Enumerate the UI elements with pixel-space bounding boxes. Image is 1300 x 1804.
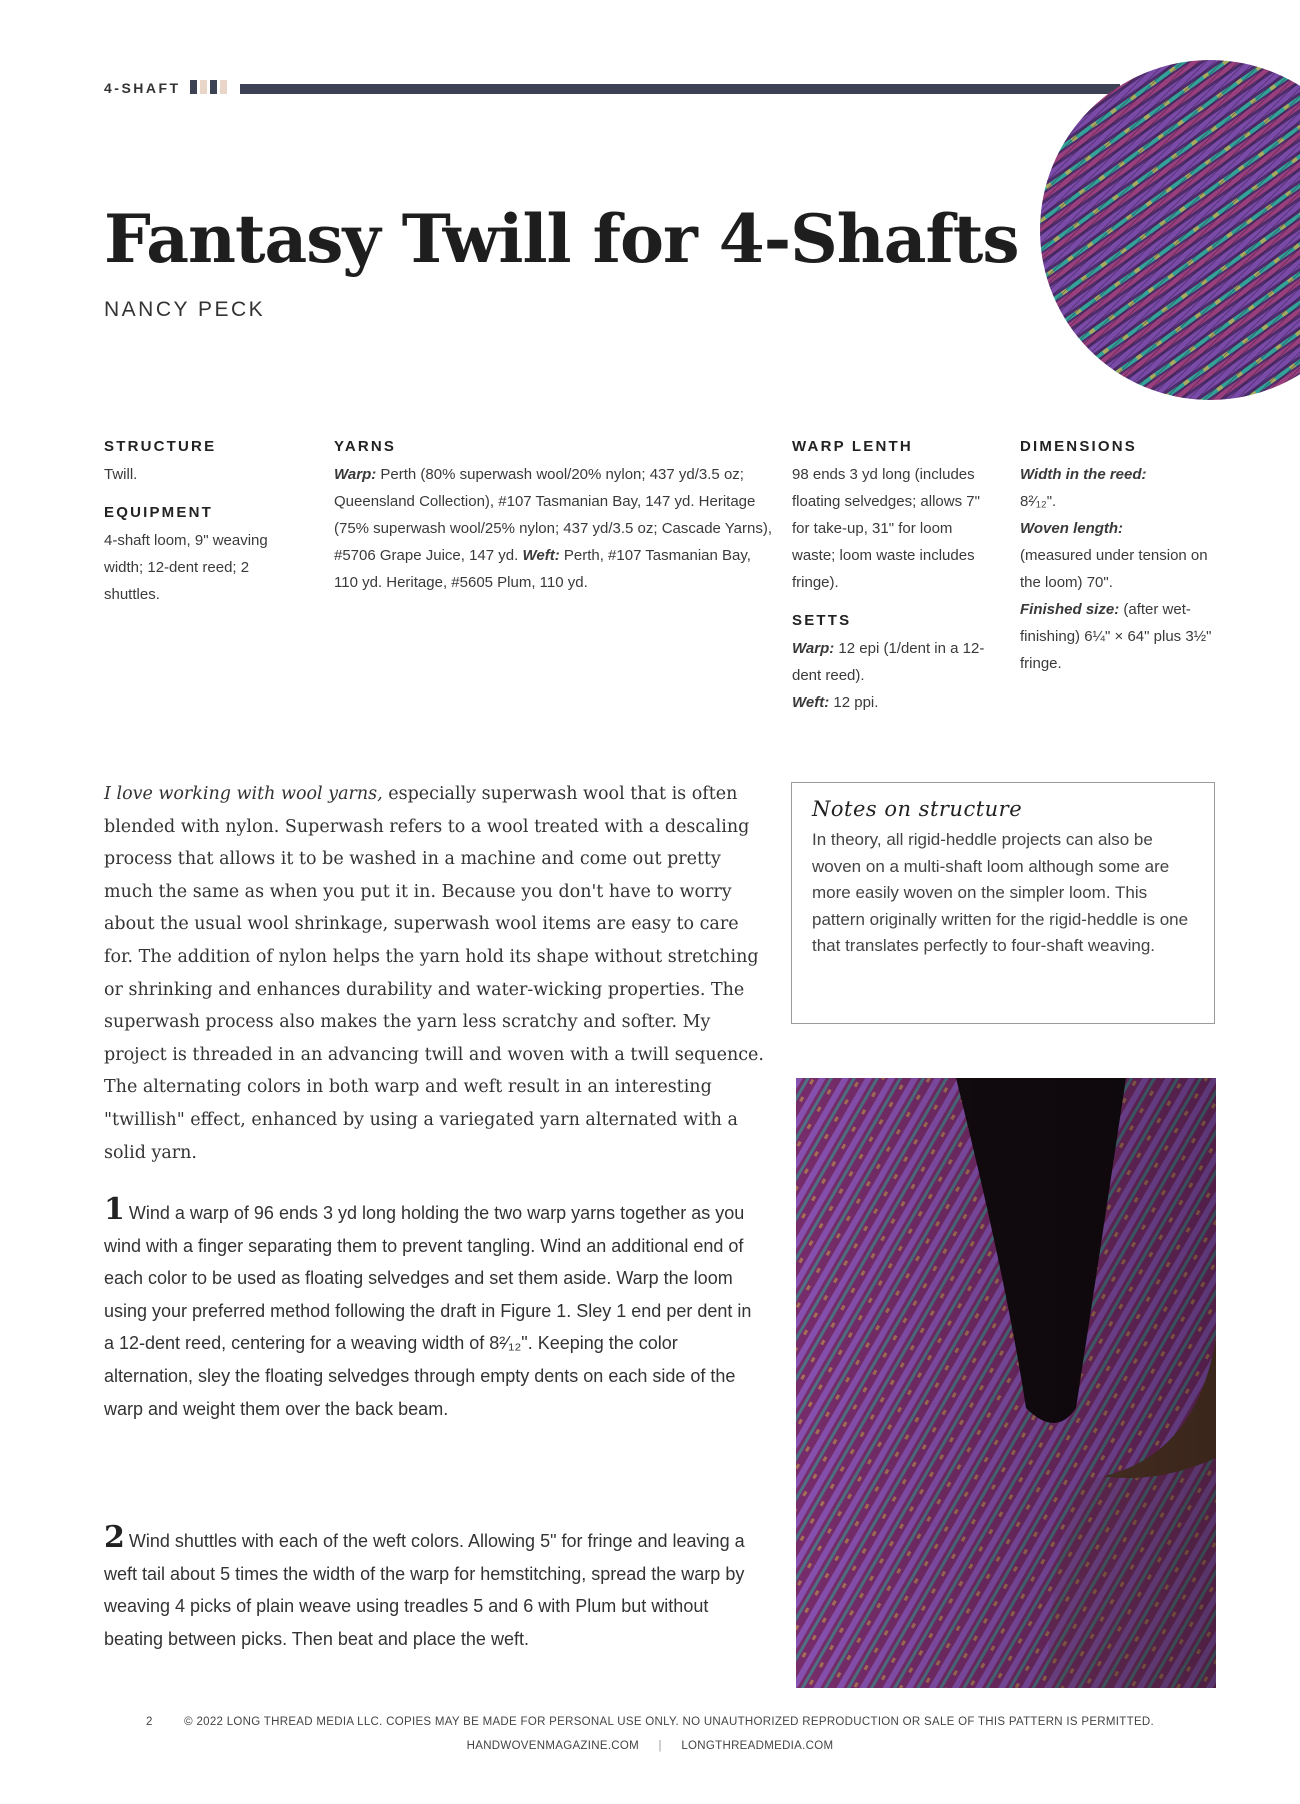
copyright-text: © 2022 LONG THREAD MEDIA LLC. COPIES MAY BE MADE FOR PERSONAL USE ONLY. NO UNAUTHORIZED REPRODUCTION OR SALE OF THIS PATTERN IS PERMITTED. <box>184 1716 1155 1728</box>
intro-lead: I love working with wool yarns, <box>104 784 383 804</box>
color-block <box>200 80 207 94</box>
width-label: Width in the reed: <box>1020 466 1147 483</box>
spec-column-yarns <box>334 438 774 612</box>
woven-label: Woven length: <box>1020 520 1124 537</box>
woven-swatch-image <box>1040 60 1300 400</box>
notes-sidebar <box>791 782 1215 1024</box>
setts-heading: SETTS <box>792 612 852 629</box>
step-2 <box>104 1522 764 1655</box>
equipment-text: 4-shaft loom, 9" weaving width; 12-dent reed; 2 shuttles. <box>104 532 268 603</box>
step-text: Wind a warp of 96 ends 3 yd long holding the two warp yarns together as you wind with a finger separating them to prevent tangling. Wind an additional end of each color to be used as floating selvedges and set them aside. Warp the loom using your preferred method following the draft in Figure 1. Sley 1 end per dent in a 12-dent reed, centering for a weaving width of 8²⁄₁₂". Keeping the color alternation, sley the floating selvedges through empty dents on each side of the warp and weight them over the back beam. <box>104 1203 752 1419</box>
scarf-photo <box>796 1078 1216 1688</box>
spec-column-warp <box>792 438 992 732</box>
footer-link-longthread[interactable]: LONGTHREADMEDIA.COM <box>681 1740 834 1752</box>
footer-link-handwoven[interactable]: HANDWOVENMAGAZINE.COM <box>466 1740 640 1752</box>
yarns-text <box>334 461 774 596</box>
page-number: 2 <box>145 1716 153 1728</box>
header-color-blocks <box>190 80 227 94</box>
color-block <box>220 80 227 94</box>
notes-body: In theory, all rigid-heddle projects can also be woven on a multi-shaft loom although some are more easily woven on the simpler loom. This pattern originally written for the rigid-heddle is one that translates perfectly to four-shaft weaving. <box>812 830 1189 955</box>
step-number: 1 <box>104 1192 125 1227</box>
step-text: Wind shuttles with each of the weft colors. Allowing 5" for fringe and leaving a weft tail about 5 times the width of the warp for hemstitching, spread the warp by weaving 4 picks of plain weave using treadles 5 and 6 with Plum but without beating between picks. Then beat and place the weft. <box>104 1531 745 1649</box>
scarf-photo-graphic <box>796 1078 1216 1688</box>
step-1 <box>104 1194 764 1425</box>
finished-label: Finished size: <box>1020 601 1120 618</box>
notes-title: Notes on structure <box>812 797 1023 821</box>
color-block <box>190 80 197 94</box>
weft-yarn-text: Perth, #107 Tasmanian Bay, 110 yd. Heritage, #5605 Plum, 110 yd. <box>334 547 751 591</box>
header-rule <box>240 84 1120 94</box>
finished-text: (after wet-finishing) 6¼" × 64" plus 3½" fringe. <box>1020 601 1212 672</box>
warp-length-text: 98 ends 3 yd long (includes floating selvedges; allows 7" for take-up, 31" for loom waste; loom waste includes fringe). <box>792 466 980 591</box>
author-name: NANCY PECK <box>104 298 266 321</box>
warp-label: Warp: <box>334 466 377 483</box>
step-number: 2 <box>104 1520 125 1555</box>
width-text: 8²⁄₁₂". <box>1020 493 1057 510</box>
footer-links <box>0 1740 1300 1752</box>
setts-weft-label: Weft: <box>792 694 830 711</box>
section-tag: 4-SHAFT <box>104 80 181 96</box>
twill-pattern-graphic <box>1040 60 1300 400</box>
dimensions-heading: DIMENSIONS <box>1020 438 1138 455</box>
structure-heading: STRUCTURE <box>104 438 217 455</box>
weft-label: Weft: <box>522 547 560 564</box>
yarns-heading: YARNS <box>334 438 397 455</box>
dimensions-text <box>1020 461 1230 677</box>
structure-text: Twill. <box>104 466 138 483</box>
spec-column-dimensions <box>1020 438 1230 693</box>
intro-body: especially superwash wool that is often blended with nylon. Superwash refers to a wool treated with a descaling process that allows it to be washed in a machine and come out pretty much the same as when you put it in. Because you don't have to worry about the usual wool shrinkage, superwash wool items are easy to care for. The addition of nylon helps the yarn hold its shape without stretching or shrinking and enhances durability and water-wicking properties. The superwash process also makes the yarn less scratchy and softer. My project is threaded in an advancing twill and woven with a twill sequence. The alternating colors in both warp and weft result in an interesting "twillish" effect, enhanced by using a variegated yarn alternated with a solid yarn. <box>104 784 764 1163</box>
setts-weft-text: 12 ppi. <box>833 694 879 711</box>
setts-text <box>792 635 992 716</box>
setts-warp-label: Warp: <box>792 640 835 657</box>
color-block <box>210 80 217 94</box>
spec-column-structure <box>104 438 304 624</box>
warp-length-heading: WARP LENTH <box>792 438 913 455</box>
intro-paragraph <box>104 778 764 1169</box>
footer-separator: | <box>658 1740 662 1752</box>
equipment-heading: EQUIPMENT <box>104 504 213 521</box>
footer-copyright-line <box>0 1716 1300 1728</box>
woven-text: (measured under tension on the loom) 70". <box>1020 547 1208 591</box>
setts-warp-text: 12 epi (1/dent in a 12-dent reed). <box>792 640 985 684</box>
page-title: Fantasy Twill for 4-Shafts <box>104 200 1019 278</box>
warp-yarn-text: Perth (80% superwash wool/20% nylon; 437 yd/3.5 oz; Queensland Collection), #107 Tasmanian Bay, 147 yd. Heritage (75% superwash wool/25% nylon; 437 yd/3.5 oz; Cascade Yarns), #5706 Grape Juice, 147 yd. <box>334 466 773 564</box>
